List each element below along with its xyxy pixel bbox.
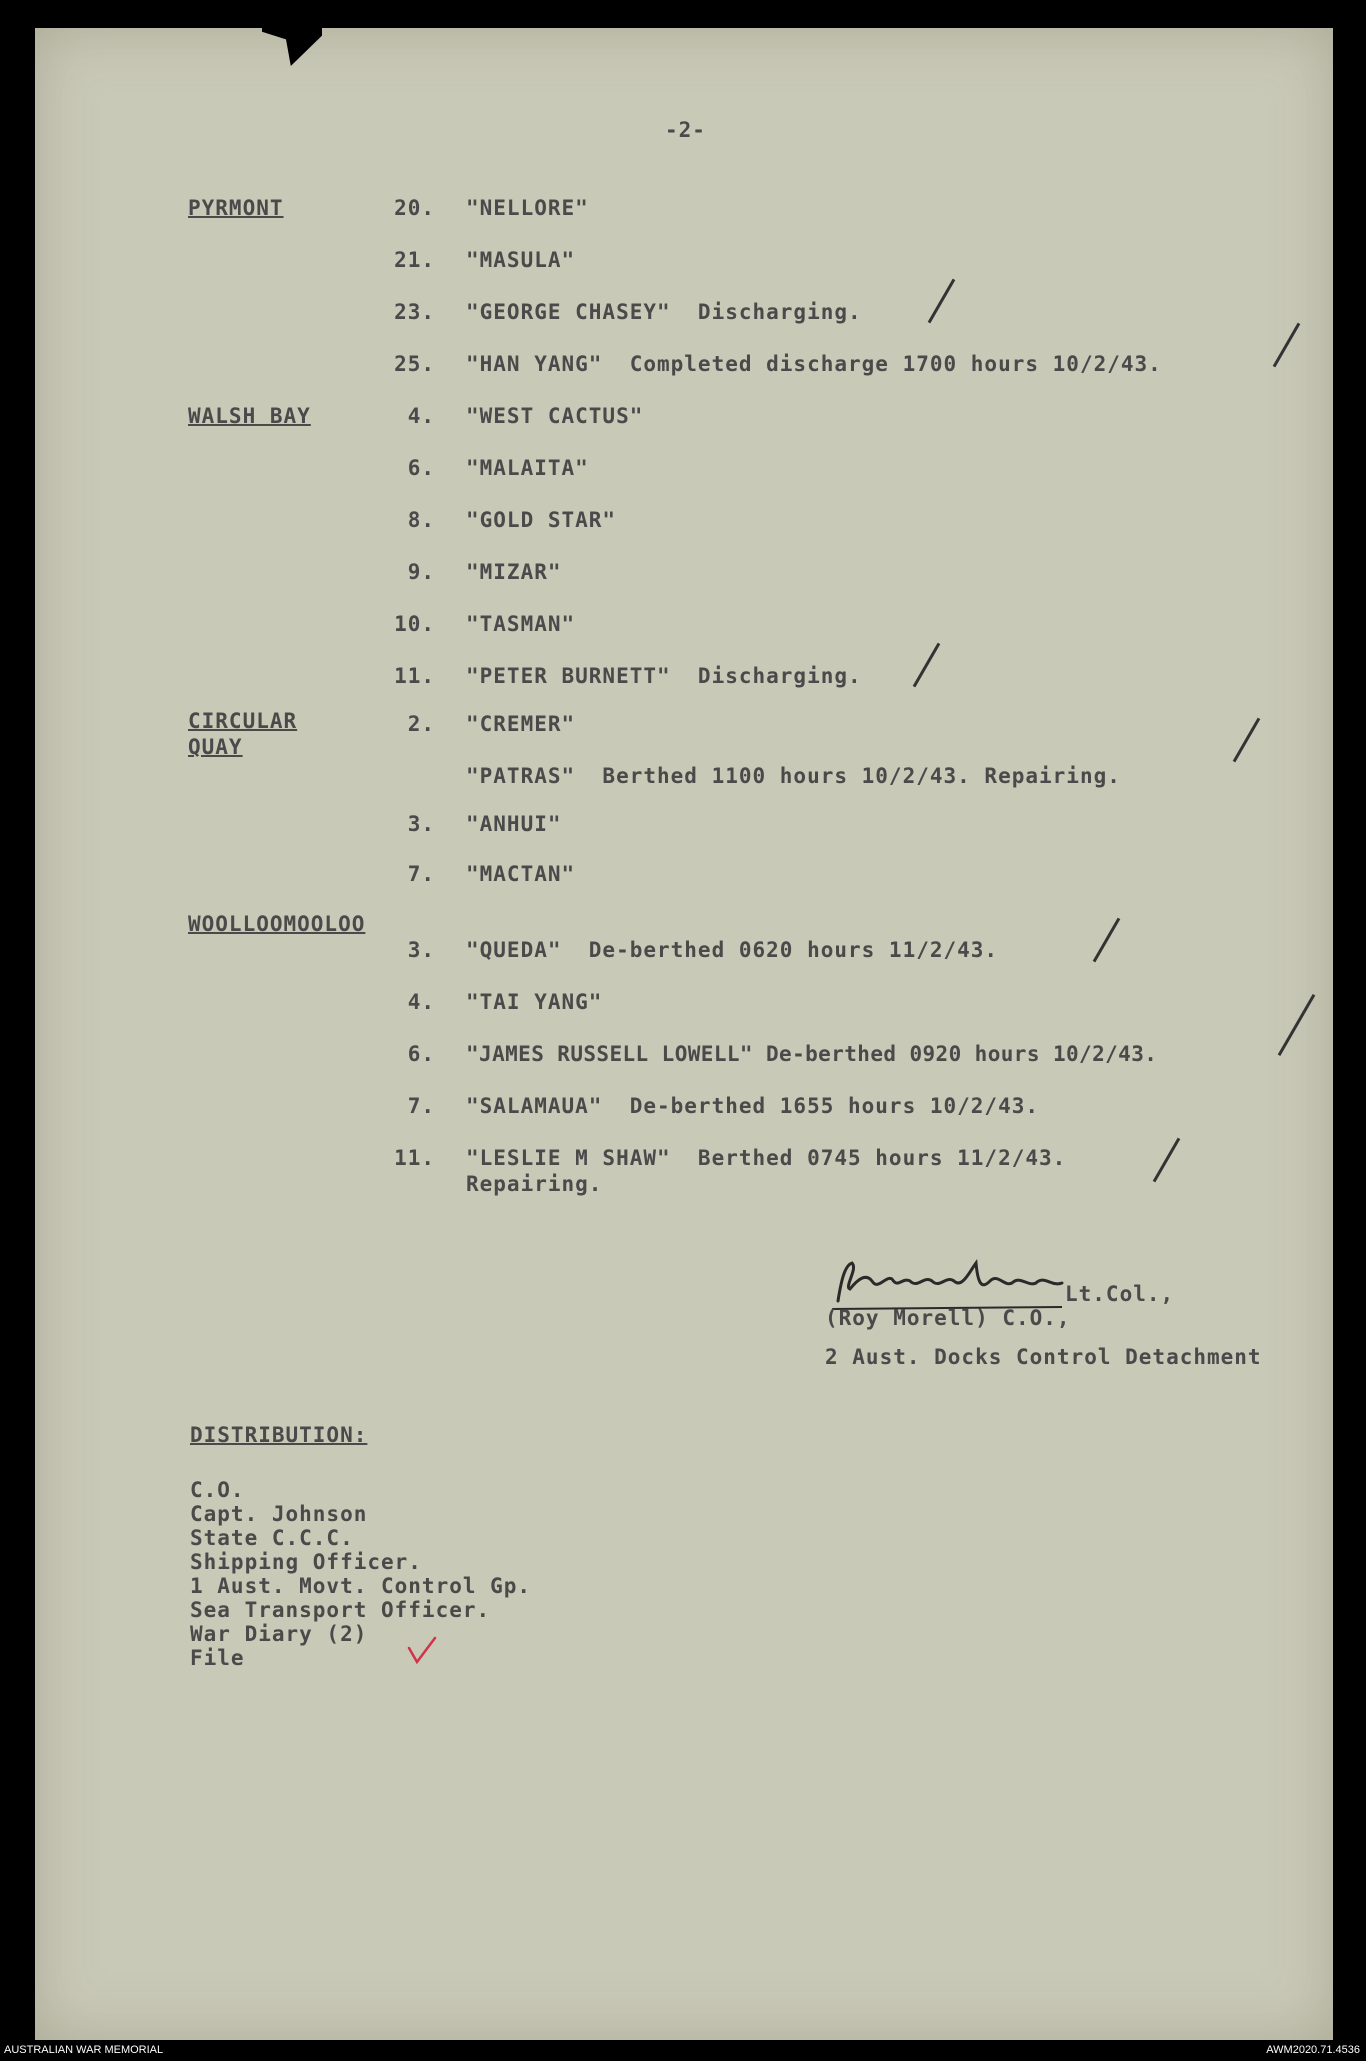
berth-entry: "MACTAN" <box>466 862 576 886</box>
berth-entry: "PATRAS" Berthed 1100 hours 10/2/43. Repairing. <box>466 764 1121 788</box>
location-circular-quay: CIRCULAR QUAY <box>188 709 298 759</box>
berth-entry: "CREMER" <box>466 712 576 736</box>
signature-rank: Lt.Col., <box>1065 1282 1175 1306</box>
footer-institution: AUSTRALIAN WAR MEMORIAL <box>4 2044 164 2056</box>
berth-number: 7. <box>407 862 435 886</box>
footer-bar <box>0 2040 1366 2061</box>
berth-number: 8. <box>407 508 435 532</box>
distribution-item: State C.C.C. <box>190 1526 354 1550</box>
red-check-mark <box>405 1634 439 1668</box>
berth-number: 9. <box>407 560 435 584</box>
berth-number: 20. <box>394 196 435 220</box>
berth-entry: "MASULA" <box>466 248 576 272</box>
berth-entry: "NELLORE" <box>466 196 589 220</box>
berth-entry: "JAMES RUSSELL LOWELL" De-berthed 0920 hours 10/2/43. <box>466 1042 1158 1066</box>
berth-number: 10. <box>394 612 435 636</box>
berth-entry: "MIZAR" <box>466 560 562 584</box>
page-number: -2- <box>665 118 706 142</box>
berth-entry: "HAN YANG" Completed discharge 1700 hours 10/2/43. <box>466 352 1162 376</box>
berth-number: 3. <box>407 938 435 962</box>
berth-entry: "MALAITA" <box>466 456 589 480</box>
berth-entry: "PETER BURNETT" Discharging. <box>466 664 862 688</box>
berth-entry-continuation: Repairing. <box>466 1172 603 1196</box>
berth-number: 3. <box>407 812 435 836</box>
location-walsh-bay: WALSH BAY <box>188 404 311 428</box>
distribution-item: Capt. Johnson <box>190 1502 368 1526</box>
berth-number: 7. <box>407 1094 435 1118</box>
berth-entry: "TASMAN" <box>466 612 576 636</box>
berth-entry: "SALAMAUA" De-berthed 1655 hours 10/2/43. <box>466 1094 1040 1118</box>
berth-number: 6. <box>407 1042 435 1066</box>
signature-unit: 2 Aust. Docks Control Detachment <box>825 1345 1262 1369</box>
berth-number: 11. <box>394 664 435 688</box>
distribution-item: 1 Aust. Movt. Control Gp. <box>190 1574 532 1598</box>
berth-entry: "ANHUI" <box>466 812 562 836</box>
distribution-item: C.O. <box>190 1478 245 1502</box>
location-woolloomooloo: WOOLLOOMOOLOO <box>188 912 366 936</box>
location-pyrmont: PYRMONT <box>188 196 284 220</box>
berth-number: 23. <box>394 300 435 324</box>
berth-entry: "GEORGE CHASEY" Discharging. <box>466 300 862 324</box>
distribution-item: Sea Transport Officer. <box>190 1598 491 1622</box>
berth-entry: "TAI YANG" <box>466 990 603 1014</box>
footer-reference: AWM2020.71.4536 <box>1266 2044 1360 2056</box>
berth-entry: "WEST CACTUS" <box>466 404 644 428</box>
berth-entry: "QUEDA" De-berthed 0620 hours 11/2/43. <box>466 938 999 962</box>
berth-number: 21. <box>394 248 435 272</box>
berth-entry: "LESLIE M SHAW" Berthed 0745 hours 11/2/43. <box>466 1146 1067 1170</box>
distribution-item: War Diary (2) <box>190 1622 368 1646</box>
document-page <box>35 28 1333 2040</box>
berth-number: 6. <box>407 456 435 480</box>
distribution-item: Shipping Officer. <box>190 1550 422 1574</box>
berth-number: 11. <box>394 1146 435 1170</box>
berth-number: 2. <box>407 712 435 736</box>
berth-entry: "GOLD STAR" <box>466 508 617 532</box>
signature-name: (Roy Morell) C.O., <box>825 1306 1071 1330</box>
berth-number: 25. <box>394 352 435 376</box>
distribution-item: File <box>190 1646 245 1670</box>
berth-number: 4. <box>407 990 435 1014</box>
distribution-heading: DISTRIBUTION: <box>190 1423 368 1447</box>
berth-number: 4. <box>407 404 435 428</box>
